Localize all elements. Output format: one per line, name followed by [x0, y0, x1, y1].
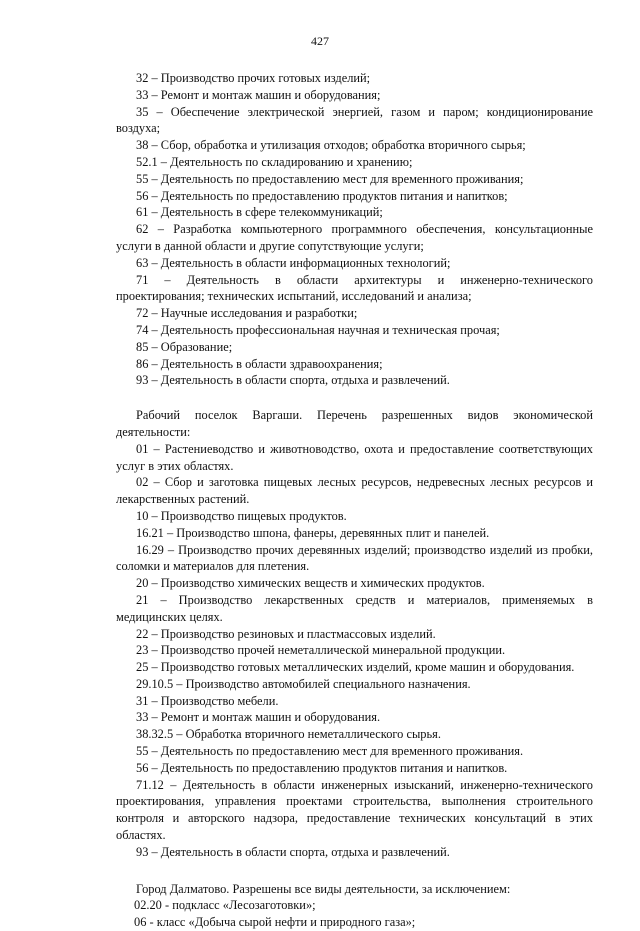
list-item: 38.32.5 – Обработка вторичного неметаллического сырья. — [136, 727, 441, 742]
list-item: 01 – Растениеводство и животноводство, охота и предоставление соответствующих услуг в этих областях. — [116, 441, 593, 473]
document-body — [116, 70, 593, 931]
list-item: 93 – Деятельность в области спорта, отдыха и развлечений. — [136, 373, 450, 388]
list-item: 32 – Производство прочих готовых изделий; — [136, 71, 371, 85]
section-heading-dalmatovo: Город Далматово. Разрешены все виды деятельности, за исключением: — [136, 881, 511, 896]
list-item: 38 – Сбор, обработка и утилизация отходов; обработка вторичного сырья; — [136, 138, 526, 153]
list-item: 10 – Производство пищевых продуктов. — [136, 508, 347, 523]
list-item: 33 – Ремонт и монтаж машин и оборудования; — [136, 87, 381, 102]
list-item: 55 – Деятельность по предоставлению мест для временного проживания. — [136, 744, 524, 759]
list-item: 71 – Деятельность в области архитектуры и инженерно-технического проектирования; технических испытаний, исследований и анализа; — [116, 272, 593, 304]
list-item: 16.29 – Производство прочих деревянных изделий; производство изделий из пробки, соломки и материалов для плетения. — [116, 542, 593, 574]
list-item: 52.1 – Деятельность по складированию и хранению; — [136, 154, 413, 169]
page-number: 427 — [311, 34, 329, 48]
list-item: 61 – Деятельность в сфере телекоммуникаций; — [136, 205, 383, 220]
list-item: 20 – Производство химических веществ и химических продуктов. — [136, 576, 485, 591]
list-item: 23 – Производство прочей неметаллической минеральной продукции. — [136, 643, 506, 658]
list-item: 63 – Деятельность в области информационных технологий; — [136, 255, 451, 270]
list-item: 85 – Образование; — [136, 339, 233, 354]
list-item: 21 – Производство лекарственных средств и материалов, применяемых в медицинских целях. — [116, 592, 593, 624]
list-item: 55 – Деятельность по предоставлению мест для временного проживания; — [136, 171, 524, 186]
list-item: 22 – Производство резиновых и пластмассовых изделий. — [136, 626, 436, 641]
list-item: 31 – Производство мебели. — [136, 693, 279, 708]
list-item: 33 – Ремонт и монтаж машин и оборудования. — [136, 710, 381, 725]
list-item: 25 – Производство готовых металлических изделий, кроме машин и оборудования. — [136, 660, 575, 675]
list-item: 71.12 – Деятельность в области инженерных изысканий, инженерно-технического проектирования, управления проектами строительства, выполнения строительного контроля и авторского надзора, предоставление технических консультаций в этих областях. — [116, 777, 593, 843]
list-item: 56 – Деятельность по предоставлению продуктов питания и напитков. — [136, 760, 508, 775]
list-item: 29.10.5 – Производство автомобилей специального назначения. — [136, 676, 471, 691]
list-item: 02.20 - подкласс «Лесозаготовки»; — [134, 898, 316, 913]
list-item: 62 – Разработка компьютерного программного обеспечения, консультационные услуги в данной области и другие сопутствующие услуги; — [116, 222, 593, 253]
list-item: 93 – Деятельность в области спорта, отдыха и развлечений. — [136, 844, 450, 859]
list-item: 86 – Деятельность в области здравоохранения; — [136, 356, 383, 371]
list-item: 35 – Обеспечение электрической энергией, газом и паром; кондиционирование воздуха; — [116, 104, 593, 136]
list-item: 16.21 – Производство шпона, фанеры, деревянных плит и панелей. — [136, 525, 490, 540]
list-item: 02 – Сбор и заготовка пищевых лесных ресурсов, недревесных лесных ресурсов и лекарственных растений. — [116, 475, 593, 507]
list-item: 74 – Деятельность профессиональная научная и техническая прочая; — [136, 322, 500, 337]
list-item: 72 – Научные исследования и разработки; — [136, 306, 358, 321]
section-heading-vargashi: Рабочий поселок Варгаши. Перечень разрешенных видов экономической деятельности: — [116, 408, 593, 439]
list-item: 06 - класс «Добыча сырой нефти и природного газа»; — [134, 915, 416, 930]
list-item: 56 – Деятельность по предоставлению продуктов питания и напитков; — [136, 188, 508, 203]
